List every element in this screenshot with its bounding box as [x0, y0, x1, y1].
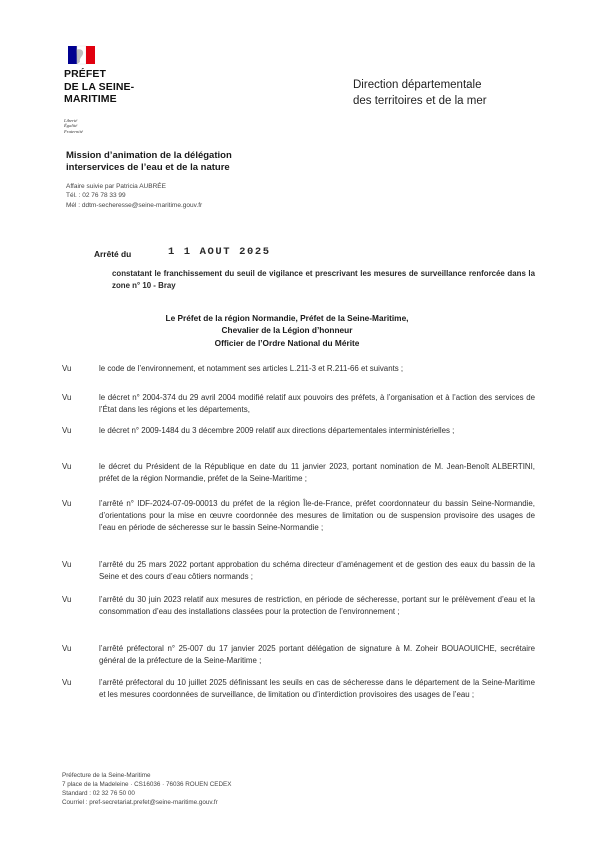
contact-info	[66, 182, 346, 210]
marianne-emblem-icon	[68, 44, 98, 66]
footer-line: 7 place de la Madeleine · CS16036 · 76036 ROUEN CEDEX	[62, 780, 232, 788]
direction-line: des territoires et de la mer	[353, 94, 487, 107]
vu-label: Vu	[62, 499, 72, 508]
prefet-titles-line: Le Préfet de la région Normandie, Préfet de la Seine-Maritime,	[165, 313, 409, 323]
devise-line: Fraternité	[64, 128, 83, 134]
mission-line: Mission d’animation de la délégation	[66, 150, 232, 161]
footer-address	[62, 772, 362, 808]
vu-label: Vu	[62, 644, 72, 653]
vu-text: le décret n° 2004-374 du 29 avril 2004 modifié relatif aux pouvoirs des préfets, à l’organisation et à l’action des services de l’État dans les régions et les départements,	[99, 393, 535, 414]
vu-label: Vu	[62, 595, 72, 604]
direction-title	[353, 78, 533, 109]
prefet-title-line: DE LA SEINE-	[64, 80, 135, 93]
prefet-titles-line: Officier de l’Ordre National du Mérite	[214, 337, 360, 348]
mission-title	[66, 150, 366, 174]
vu-label: Vu	[62, 393, 72, 402]
vu-text: le décret n° 2009-1484 du 3 décembre 2009 relatif aux directions départementales interministérielles ;	[99, 426, 455, 435]
arrete-label: Arrêté du	[94, 249, 132, 259]
vu-text: le décret du Président de la République en date du 11 janvier 2023, portant nomination de M. Jean-Benoît ALBERTINI, préfet de la région Normandie, préfet de la Seine-Maritime ;	[99, 462, 535, 483]
vu-text: l’arrêté préfectoral du 10 juillet 2025 définissant les seuils en cas de sécheresse dans le département de la Seine-Maritime et les mesures coordonnées de surveillance, de limitation ou d’interdiction provisoires des usages de l’eau ;	[99, 678, 535, 699]
prefet-title	[64, 68, 174, 106]
mission-line: interservices de l’eau et de la nature	[66, 162, 230, 173]
vu-label: Vu	[62, 364, 72, 373]
prefet-titles	[112, 312, 462, 349]
vu-label: Vu	[62, 678, 72, 687]
devise-line: Liberté	[64, 118, 78, 123]
vu-label: Vu	[62, 560, 72, 569]
prefet-title-line: MARITIME	[64, 93, 117, 105]
footer-line: Préfecture de la Seine-Maritime	[62, 772, 151, 779]
vu-text: l’arrêté du 30 juin 2023 relatif aux mesures de restriction, en période de sécheresse, portant sur le prélèvement d’eau et la consommation d’eau des installations classées pour la protection de l’environnement ;	[99, 595, 535, 616]
prefet-title-line: PRÉFET	[64, 68, 107, 80]
footer-line: Courriel : pref-secretariat.prefet@seine-maritime.gouv.fr	[62, 798, 218, 806]
vu-label: Vu	[62, 462, 72, 471]
contact-affaire: Affaire suivie par Patricia AUBRÉE	[66, 183, 166, 190]
devise	[64, 118, 83, 134]
vu-text: le code de l’environnement, et notamment ses articles L.211-3 et R.211-66 et suivants ;	[99, 364, 404, 373]
prefet-titles-line: Chevalier de la Légion d’honneur	[221, 325, 353, 336]
vu-label: Vu	[62, 426, 72, 435]
vu-text: l’arrêté du 25 mars 2022 portant approbation du schéma directeur d’aménagement et de gestion des eaux du bassin de la Seine et des cours d’eau côtiers normands ;	[99, 560, 535, 581]
footer-line: Standard : 02 32 76 50 00	[62, 789, 135, 797]
devise-line: Égalité	[64, 123, 78, 129]
vu-text: l’arrêté n° IDF-2024-07-09-00013 du préfet de la région Île-de-France, préfet coordonnateur du bassin Seine-Normandie, d’orientations pour la mise en œuvre coordonnée des mesures de limitation ou de suspension provisoire des usages de l’eau en période de sécheresse sur le bassin Seine-Normandie ;	[99, 499, 535, 532]
contact-tel: Tél. : 02 76 78 33 99	[66, 192, 126, 200]
contact-mel: Mél : ddtm-secheresse@seine-maritime.gouv.fr	[66, 201, 203, 209]
arrete-date-stamp: 1 1 AOUT 2025	[168, 246, 271, 258]
direction-line: Direction départementale	[353, 79, 482, 91]
vu-text: l’arrêté préfectoral n° 25-007 du 17 janvier 2025 portant délégation de signature à M. Zoheir BOUAOUICHE, secrétaire général de la préfecture de la Seine-Maritime ;	[99, 644, 535, 665]
arrete-subject: constatant le franchissement du seuil de vigilance et prescrivant les mesures de surveillance renforcée dans la zone n° 10 - Bray	[112, 269, 535, 290]
